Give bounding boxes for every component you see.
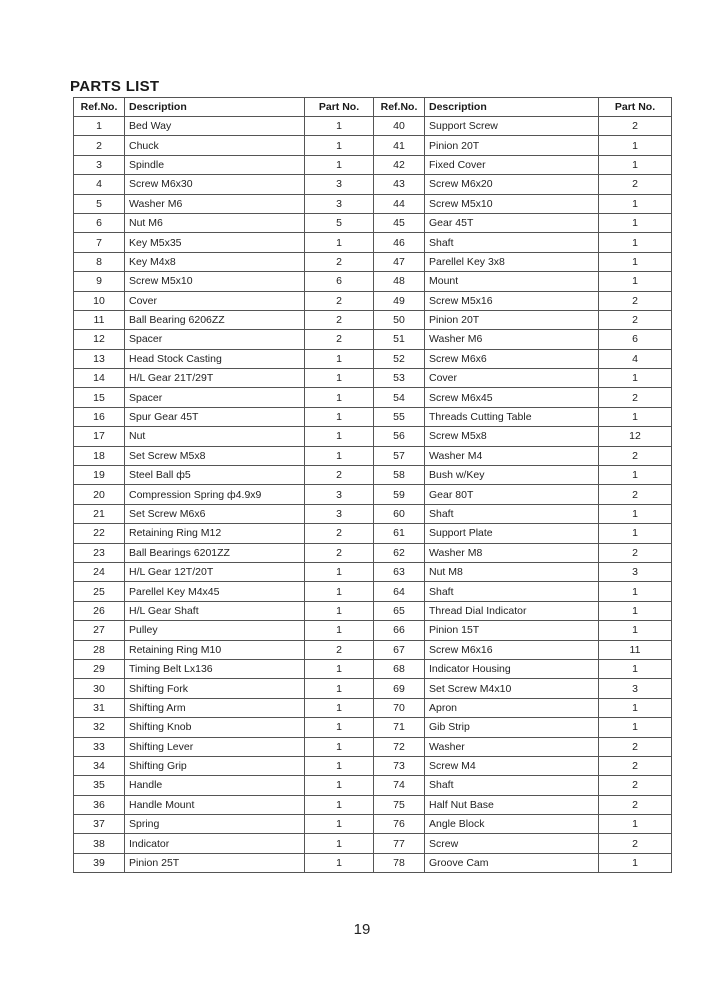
ref-no-cell: 78 xyxy=(374,853,425,872)
ref-no-cell: 72 xyxy=(374,737,425,756)
description-cell: Spacer xyxy=(125,330,305,349)
table-row xyxy=(74,330,672,349)
ref-no-cell: 22 xyxy=(74,524,125,543)
part-no-cell: 2 xyxy=(599,117,672,136)
ref-no-cell: 2 xyxy=(74,136,125,155)
description-cell: Screw M4 xyxy=(425,756,599,775)
ref-no-cell: 4 xyxy=(74,175,125,194)
part-no-cell: 3 xyxy=(305,485,374,504)
ref-no-cell: 67 xyxy=(374,640,425,659)
part-no-cell: 1 xyxy=(305,834,374,853)
table-row xyxy=(74,369,672,388)
ref-no-cell: 3 xyxy=(74,155,125,174)
part-no-cell: 1 xyxy=(305,369,374,388)
description-cell: Pulley xyxy=(125,621,305,640)
description-cell: Pinion 15T xyxy=(425,621,599,640)
ref-no-cell: 29 xyxy=(74,659,125,678)
part-no-cell: 1 xyxy=(599,136,672,155)
table-row xyxy=(74,291,672,310)
description-cell: Screw M5x8 xyxy=(425,427,599,446)
part-no-cell: 1 xyxy=(599,369,672,388)
table-row xyxy=(74,427,672,446)
description-cell: Spacer xyxy=(125,388,305,407)
header-description-2: Description xyxy=(425,98,599,117)
part-no-cell: 2 xyxy=(305,543,374,562)
part-no-cell: 1 xyxy=(599,718,672,737)
part-no-cell: 3 xyxy=(305,504,374,523)
part-no-cell: 2 xyxy=(305,310,374,329)
table-row xyxy=(74,853,672,872)
table-row xyxy=(74,562,672,581)
description-cell: Ball Bearing 6206ZZ xyxy=(125,310,305,329)
description-cell: Shifting Lever xyxy=(125,737,305,756)
description-cell: Gib Strip xyxy=(425,718,599,737)
description-cell: Screw M6x16 xyxy=(425,640,599,659)
part-no-cell: 1 xyxy=(599,601,672,620)
description-cell: Screw M5x16 xyxy=(425,291,599,310)
table-row xyxy=(74,194,672,213)
part-no-cell: 2 xyxy=(305,640,374,659)
description-cell: Cover xyxy=(425,369,599,388)
ref-no-cell: 76 xyxy=(374,815,425,834)
table-row xyxy=(74,213,672,232)
parts-list-table xyxy=(73,97,672,873)
description-cell: Mount xyxy=(425,272,599,291)
description-cell: Shaft xyxy=(425,233,599,252)
ref-no-cell: 36 xyxy=(74,795,125,814)
ref-no-cell: 74 xyxy=(374,776,425,795)
description-cell: Spindle xyxy=(125,155,305,174)
description-cell: Pinion 20T xyxy=(425,136,599,155)
part-no-cell: 1 xyxy=(599,213,672,232)
ref-no-cell: 61 xyxy=(374,524,425,543)
ref-no-cell: 19 xyxy=(74,466,125,485)
part-no-cell: 12 xyxy=(599,427,672,446)
description-cell: Threads Cutting Table xyxy=(425,407,599,426)
part-no-cell: 1 xyxy=(305,795,374,814)
description-cell: Pinion 25T xyxy=(125,853,305,872)
description-cell: Set Screw M5x8 xyxy=(125,446,305,465)
description-cell: Retaining Ring M12 xyxy=(125,524,305,543)
part-no-cell: 1 xyxy=(599,659,672,678)
part-no-cell: 2 xyxy=(599,310,672,329)
ref-no-cell: 21 xyxy=(74,504,125,523)
description-cell: Support Screw xyxy=(425,117,599,136)
table-row xyxy=(74,582,672,601)
description-cell: Screw M6x45 xyxy=(425,388,599,407)
ref-no-cell: 51 xyxy=(374,330,425,349)
part-no-cell: 3 xyxy=(599,562,672,581)
page-number: 19 xyxy=(353,921,371,938)
table-row xyxy=(74,737,672,756)
part-no-cell: 1 xyxy=(599,233,672,252)
part-no-cell: 6 xyxy=(599,330,672,349)
part-no-cell: 2 xyxy=(599,291,672,310)
table-row xyxy=(74,659,672,678)
ref-no-cell: 41 xyxy=(374,136,425,155)
description-cell: Angle Block xyxy=(425,815,599,834)
description-cell: Spring xyxy=(125,815,305,834)
part-no-cell: 1 xyxy=(599,698,672,717)
description-cell: Retaining Ring M10 xyxy=(125,640,305,659)
ref-no-cell: 16 xyxy=(74,407,125,426)
ref-no-cell: 20 xyxy=(74,485,125,504)
part-no-cell: 1 xyxy=(305,601,374,620)
part-no-cell: 2 xyxy=(305,466,374,485)
description-cell: Key M5x35 xyxy=(125,233,305,252)
ref-no-cell: 10 xyxy=(74,291,125,310)
part-no-cell: 2 xyxy=(599,737,672,756)
part-no-cell: 2 xyxy=(599,388,672,407)
description-cell: Washer M6 xyxy=(125,194,305,213)
ref-no-cell: 15 xyxy=(74,388,125,407)
table-row xyxy=(74,155,672,174)
description-cell: Washer M8 xyxy=(425,543,599,562)
ref-no-cell: 46 xyxy=(374,233,425,252)
ref-no-cell: 40 xyxy=(374,117,425,136)
description-cell: Handle Mount xyxy=(125,795,305,814)
description-cell: Timing Belt Lx136 xyxy=(125,659,305,678)
part-no-cell: 1 xyxy=(305,117,374,136)
part-no-cell: 1 xyxy=(599,407,672,426)
description-cell: Set Screw M4x10 xyxy=(425,679,599,698)
part-no-cell: 6 xyxy=(305,272,374,291)
description-cell: Shaft xyxy=(425,776,599,795)
table-row xyxy=(74,679,672,698)
header-ref-no: Ref.No. xyxy=(74,98,125,117)
part-no-cell: 1 xyxy=(305,427,374,446)
part-no-cell: 1 xyxy=(305,776,374,795)
table-row xyxy=(74,466,672,485)
ref-no-cell: 77 xyxy=(374,834,425,853)
table-row xyxy=(74,175,672,194)
description-cell: Set Screw M6x6 xyxy=(125,504,305,523)
part-no-cell: 2 xyxy=(599,543,672,562)
description-cell: Cover xyxy=(125,291,305,310)
ref-no-cell: 66 xyxy=(374,621,425,640)
part-no-cell: 1 xyxy=(599,815,672,834)
ref-no-cell: 62 xyxy=(374,543,425,562)
ref-no-cell: 52 xyxy=(374,349,425,368)
ref-no-cell: 69 xyxy=(374,679,425,698)
ref-no-cell: 25 xyxy=(74,582,125,601)
ref-no-cell: 65 xyxy=(374,601,425,620)
part-no-cell: 1 xyxy=(305,407,374,426)
ref-no-cell: 53 xyxy=(374,369,425,388)
description-cell: Half Nut Base xyxy=(425,795,599,814)
description-cell: H/L Gear 12T/20T xyxy=(125,562,305,581)
ref-no-cell: 17 xyxy=(74,427,125,446)
ref-no-cell: 57 xyxy=(374,446,425,465)
description-cell: Screw M6x30 xyxy=(125,175,305,194)
parts-table-body xyxy=(74,117,672,873)
table-row xyxy=(74,407,672,426)
part-no-cell: 1 xyxy=(305,446,374,465)
header-ref-no-2: Ref.No. xyxy=(374,98,425,117)
ref-no-cell: 11 xyxy=(74,310,125,329)
description-cell: Screw M5x10 xyxy=(425,194,599,213)
part-no-cell: 1 xyxy=(305,582,374,601)
part-no-cell: 1 xyxy=(305,737,374,756)
part-no-cell: 1 xyxy=(305,349,374,368)
ref-no-cell: 37 xyxy=(74,815,125,834)
table-row xyxy=(74,272,672,291)
table-row xyxy=(74,756,672,775)
ref-no-cell: 59 xyxy=(374,485,425,504)
description-cell: Handle xyxy=(125,776,305,795)
description-cell: Indicator Housing xyxy=(425,659,599,678)
part-no-cell: 1 xyxy=(599,524,672,543)
part-no-cell: 1 xyxy=(305,698,374,717)
header-description: Description xyxy=(125,98,305,117)
ref-no-cell: 14 xyxy=(74,369,125,388)
ref-no-cell: 47 xyxy=(374,252,425,271)
table-row xyxy=(74,543,672,562)
ref-no-cell: 68 xyxy=(374,659,425,678)
table-row xyxy=(74,795,672,814)
table-row xyxy=(74,776,672,795)
description-cell: Nut M6 xyxy=(125,213,305,232)
part-no-cell: 1 xyxy=(305,562,374,581)
description-cell: Bed Way xyxy=(125,117,305,136)
part-no-cell: 2 xyxy=(305,524,374,543)
table-row xyxy=(74,834,672,853)
ref-no-cell: 24 xyxy=(74,562,125,581)
ref-no-cell: 44 xyxy=(374,194,425,213)
description-cell: Washer M6 xyxy=(425,330,599,349)
part-no-cell: 1 xyxy=(305,815,374,834)
description-cell: Screw M5x10 xyxy=(125,272,305,291)
ref-no-cell: 7 xyxy=(74,233,125,252)
part-no-cell: 2 xyxy=(599,834,672,853)
header-part-no-2: Part No. xyxy=(599,98,672,117)
table-row xyxy=(74,485,672,504)
ref-no-cell: 28 xyxy=(74,640,125,659)
part-no-cell: 1 xyxy=(305,659,374,678)
ref-no-cell: 48 xyxy=(374,272,425,291)
part-no-cell: 1 xyxy=(599,155,672,174)
description-cell: Fixed Cover xyxy=(425,155,599,174)
description-cell: Groove Cam xyxy=(425,853,599,872)
ref-no-cell: 8 xyxy=(74,252,125,271)
part-no-cell: 1 xyxy=(305,388,374,407)
page-title: PARTS LIST xyxy=(70,78,160,95)
ref-no-cell: 64 xyxy=(374,582,425,601)
ref-no-cell: 6 xyxy=(74,213,125,232)
table-row xyxy=(74,252,672,271)
ref-no-cell: 1 xyxy=(74,117,125,136)
table-row xyxy=(74,621,672,640)
ref-no-cell: 42 xyxy=(374,155,425,174)
part-no-cell: 2 xyxy=(599,756,672,775)
part-no-cell: 2 xyxy=(305,291,374,310)
description-cell: Shifting Grip xyxy=(125,756,305,775)
ref-no-cell: 30 xyxy=(74,679,125,698)
description-cell: Screw xyxy=(425,834,599,853)
ref-no-cell: 32 xyxy=(74,718,125,737)
description-cell: Parellel Key M4x45 xyxy=(125,582,305,601)
table-row xyxy=(74,524,672,543)
table-row xyxy=(74,504,672,523)
description-cell: Bush w/Key xyxy=(425,466,599,485)
description-cell: Apron xyxy=(425,698,599,717)
ref-no-cell: 33 xyxy=(74,737,125,756)
ref-no-cell: 49 xyxy=(374,291,425,310)
description-cell: Shifting Knob xyxy=(125,718,305,737)
ref-no-cell: 70 xyxy=(374,698,425,717)
description-cell: Chuck xyxy=(125,136,305,155)
table-row xyxy=(74,349,672,368)
description-cell: Thread Dial Indicator xyxy=(425,601,599,620)
ref-no-cell: 23 xyxy=(74,543,125,562)
part-no-cell: 1 xyxy=(305,136,374,155)
part-no-cell: 3 xyxy=(599,679,672,698)
part-no-cell: 1 xyxy=(305,756,374,775)
table-row xyxy=(74,388,672,407)
table-row xyxy=(74,136,672,155)
ref-no-cell: 34 xyxy=(74,756,125,775)
part-no-cell: 11 xyxy=(599,640,672,659)
description-cell: Washer M4 xyxy=(425,446,599,465)
description-cell: Head Stock Casting xyxy=(125,349,305,368)
description-cell: Shifting Arm xyxy=(125,698,305,717)
table-row xyxy=(74,446,672,465)
description-cell: Parellel Key 3x8 xyxy=(425,252,599,271)
part-no-cell: 1 xyxy=(305,718,374,737)
description-cell: Support Plate xyxy=(425,524,599,543)
description-cell: Steel Ball ф5 xyxy=(125,466,305,485)
table-row xyxy=(74,815,672,834)
description-cell: Pinion 20T xyxy=(425,310,599,329)
part-no-cell: 1 xyxy=(305,155,374,174)
ref-no-cell: 60 xyxy=(374,504,425,523)
part-no-cell: 2 xyxy=(599,446,672,465)
description-cell: Screw M6x20 xyxy=(425,175,599,194)
description-cell: Compression Spring ф4.9x9 xyxy=(125,485,305,504)
table-header-row xyxy=(74,98,672,117)
part-no-cell: 2 xyxy=(599,175,672,194)
ref-no-cell: 55 xyxy=(374,407,425,426)
part-no-cell: 3 xyxy=(305,194,374,213)
table-row xyxy=(74,117,672,136)
ref-no-cell: 58 xyxy=(374,466,425,485)
ref-no-cell: 13 xyxy=(74,349,125,368)
ref-no-cell: 27 xyxy=(74,621,125,640)
description-cell: Shaft xyxy=(425,504,599,523)
description-cell: Indicator xyxy=(125,834,305,853)
ref-no-cell: 5 xyxy=(74,194,125,213)
description-cell: Ball Bearings 6201ZZ xyxy=(125,543,305,562)
ref-no-cell: 63 xyxy=(374,562,425,581)
description-cell: Shifting Fork xyxy=(125,679,305,698)
part-no-cell: 2 xyxy=(305,330,374,349)
ref-no-cell: 31 xyxy=(74,698,125,717)
part-no-cell: 2 xyxy=(599,795,672,814)
description-cell: Nut xyxy=(125,427,305,446)
part-no-cell: 1 xyxy=(305,679,374,698)
part-no-cell: 1 xyxy=(599,252,672,271)
table-row xyxy=(74,601,672,620)
part-no-cell: 2 xyxy=(599,485,672,504)
part-no-cell: 1 xyxy=(599,582,672,601)
description-cell: Key M4x8 xyxy=(125,252,305,271)
ref-no-cell: 43 xyxy=(374,175,425,194)
description-cell: H/L Gear 21T/29T xyxy=(125,369,305,388)
ref-no-cell: 75 xyxy=(374,795,425,814)
ref-no-cell: 26 xyxy=(74,601,125,620)
ref-no-cell: 71 xyxy=(374,718,425,737)
part-no-cell: 2 xyxy=(305,252,374,271)
ref-no-cell: 45 xyxy=(374,213,425,232)
description-cell: Spur Gear 45T xyxy=(125,407,305,426)
part-no-cell: 4 xyxy=(599,349,672,368)
part-no-cell: 1 xyxy=(599,194,672,213)
description-cell: Gear 45T xyxy=(425,213,599,232)
table-row xyxy=(74,718,672,737)
part-no-cell: 5 xyxy=(305,213,374,232)
part-no-cell: 1 xyxy=(305,233,374,252)
part-no-cell: 1 xyxy=(599,272,672,291)
description-cell: Screw M6x6 xyxy=(425,349,599,368)
part-no-cell: 3 xyxy=(305,175,374,194)
part-no-cell: 1 xyxy=(599,621,672,640)
part-no-cell: 1 xyxy=(599,853,672,872)
ref-no-cell: 39 xyxy=(74,853,125,872)
description-cell: Gear 80T xyxy=(425,485,599,504)
part-no-cell: 1 xyxy=(599,504,672,523)
part-no-cell: 1 xyxy=(305,621,374,640)
ref-no-cell: 73 xyxy=(374,756,425,775)
part-no-cell: 1 xyxy=(599,466,672,485)
description-cell: H/L Gear Shaft xyxy=(125,601,305,620)
ref-no-cell: 56 xyxy=(374,427,425,446)
ref-no-cell: 35 xyxy=(74,776,125,795)
ref-no-cell: 50 xyxy=(374,310,425,329)
table-row xyxy=(74,698,672,717)
ref-no-cell: 9 xyxy=(74,272,125,291)
ref-no-cell: 54 xyxy=(374,388,425,407)
table-row xyxy=(74,233,672,252)
ref-no-cell: 18 xyxy=(74,446,125,465)
table-row xyxy=(74,640,672,659)
ref-no-cell: 38 xyxy=(74,834,125,853)
description-cell: Nut M8 xyxy=(425,562,599,581)
part-no-cell: 1 xyxy=(305,853,374,872)
table-row xyxy=(74,310,672,329)
ref-no-cell: 12 xyxy=(74,330,125,349)
description-cell: Shaft xyxy=(425,582,599,601)
part-no-cell: 2 xyxy=(599,776,672,795)
header-part-no: Part No. xyxy=(305,98,374,117)
description-cell: Washer xyxy=(425,737,599,756)
